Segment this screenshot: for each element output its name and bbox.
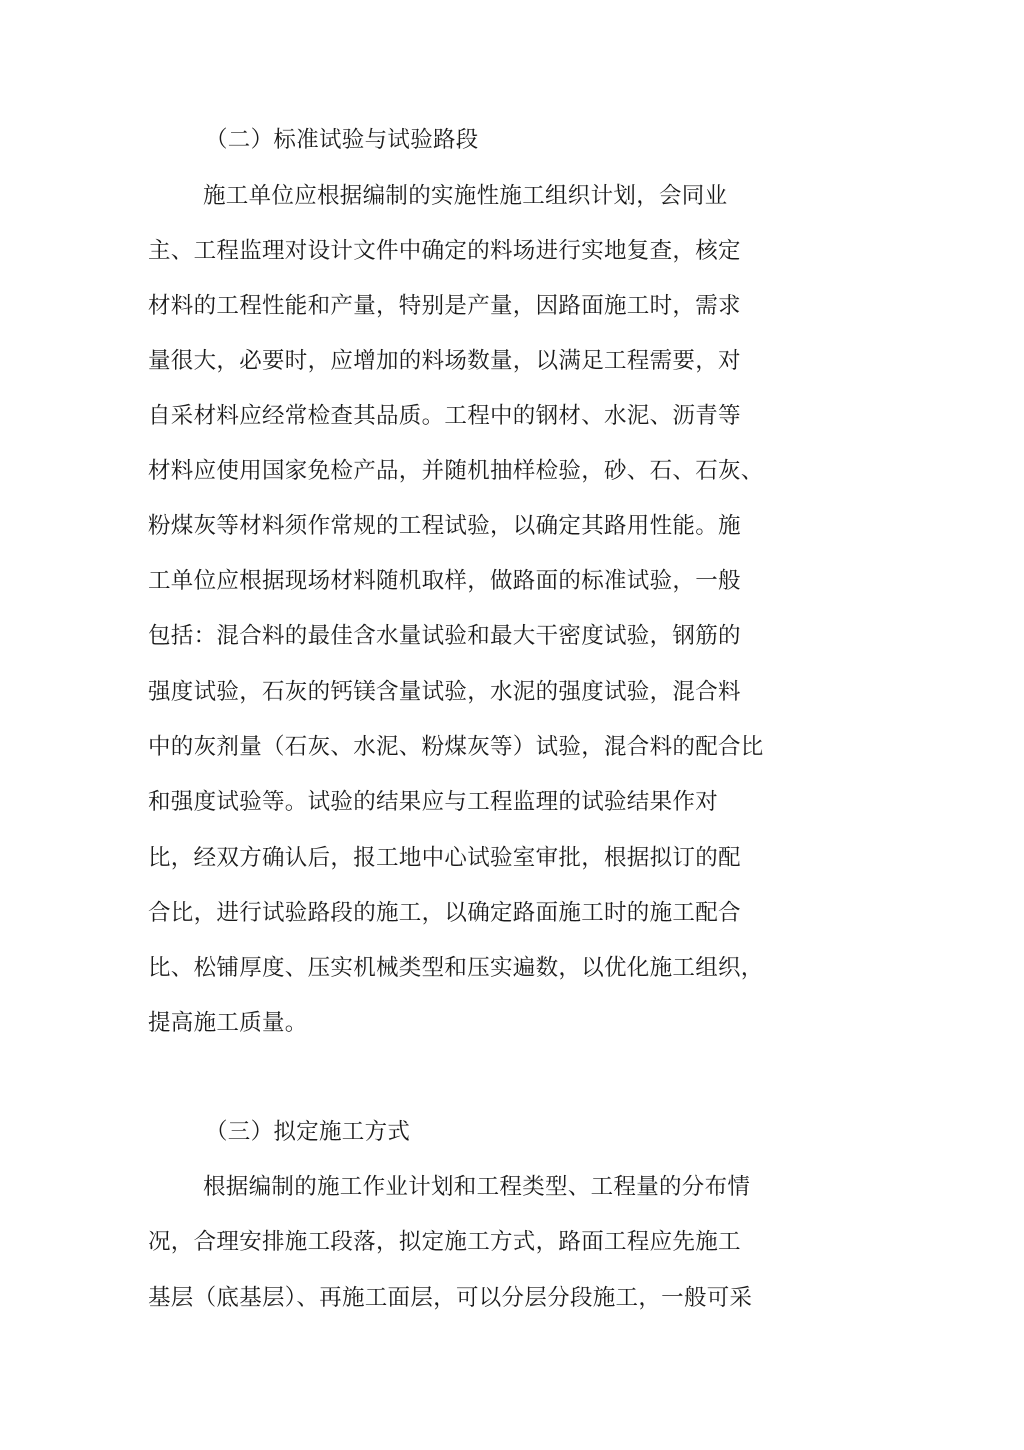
section-3-line-1: 根据编制的施工作业计划和工程类型、工程量的分布情 [203,1174,751,1200]
section-2-line-14: 合比，进行试验路段的施工，以确定路面施工时的施工配合 [148,900,741,926]
section-2-line-1: 施工单位应根据编制的实施性施工组织计划，会同业 [203,183,728,209]
section-2-line-11: 中的灰剂量（石灰、水泥、粉煤灰等）试验，混合料的配合比 [148,734,764,760]
section-2-line-10: 强度试验，石灰的钙镁含量试验，水泥的强度试验，混合料 [148,679,741,705]
section-2-line-4: 量很大，必要时，应增加的料场数量，以满足工程需要，对 [148,348,741,374]
section-2-line-5: 自采材料应经常检查其品质。工程中的钢材、水泥、沥青等 [148,403,741,429]
section-2-line-15: 比、松铺厚度、压实机械类型和压实遍数，以优化施工组织， [148,955,764,981]
section-2-line-9: 包括：混合料的最佳含水量试验和最大干密度试验，钢筋的 [148,623,741,649]
section-2-line-7: 粉煤灰等材料须作常规的工程试验，以确定其路用性能。施 [148,513,741,539]
section-2-line-2: 主、工程监理对设计文件中确定的料场进行实地复查，核定 [148,238,741,264]
section-2-line-3: 材料的工程性能和产量，特别是产量，因路面施工时，需求 [148,293,741,319]
section-2-line-6: 材料应使用国家免检产品，并随机抽样检验，砂、石、石灰、 [148,458,764,484]
section-2-line-12: 和强度试验等。试验的结果应与工程监理的试验结果作对 [148,789,719,815]
section-3-line-2: 况，合理安排施工段落，拟定施工方式，路面工程应先施工 [148,1229,741,1255]
section-2-line-16: 提高施工质量。 [148,1010,308,1036]
section-3-heading: （三）拟定施工方式 [205,1119,411,1145]
section-3-line-3: 基层（底基层）、再施工面层，可以分层分段施工，一般可采 [148,1285,753,1311]
section-2-line-8: 工单位应根据现场材料随机取样，做路面的标准试验，一般 [148,568,741,594]
section-2-heading: （二）标准试验与试验路段 [205,127,479,153]
section-2-line-13: 比，经双方确认后，报工地中心试验室审批，根据拟订的配 [148,845,741,871]
